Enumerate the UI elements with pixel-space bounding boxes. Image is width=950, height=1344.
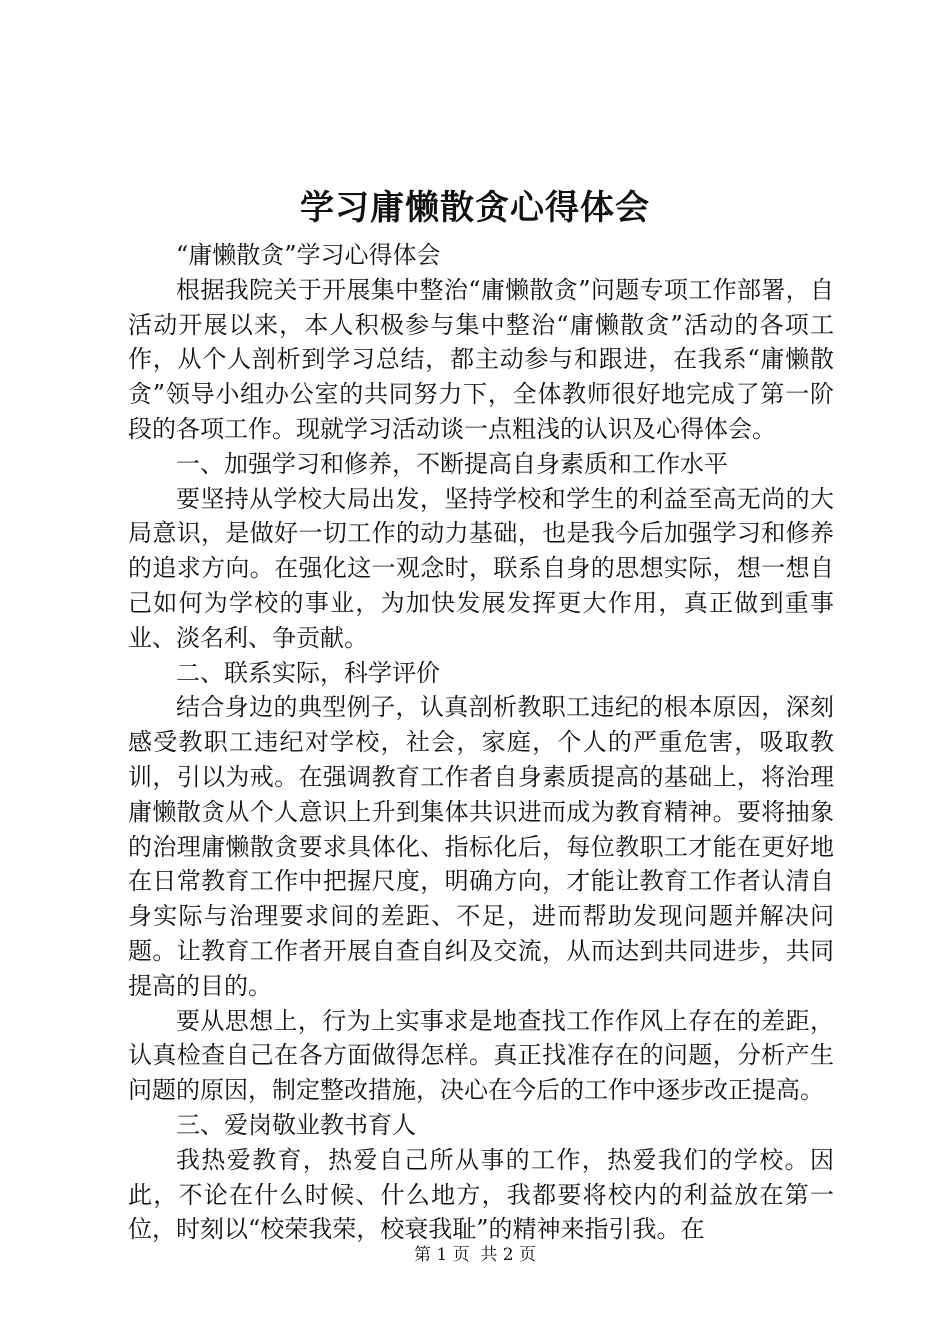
paragraph-subtitle: “庸懒散贪”学习心得体会	[176, 241, 441, 269]
section-heading-1: 一、加强学习和修养，不断提高自身素质和工作水平	[176, 449, 728, 478]
document-body	[128, 238, 834, 1247]
section-heading-3: 三、爱岗敬业教书育人	[176, 1110, 416, 1139]
page-number: 第 1 页 共 2 页	[413, 1245, 537, 1265]
paragraph-section-2a: 结合身边的典型例子，认真剖析教职工违纪的根本原因，深刻感受教职工违纪对学校，社会，家庭，个人的严重危害，吸取教训，引以为戒。在强调教育工作者自身素质提高的基础上，将治理庸懒散贪从个人意识上升到集体共识进而成为教育精神。要将抽象的治理庸懒散贪要求具体化、指标化后，每位教职工才能在更好地在日常教育工作中把握尺度，明确方向，才能让教育工作者认清自身实际与治理要求间的差距、不足，进而帮助发现问题并解决问题。让教育工作者开展自查自纠及交流，从而达到共同进步，共同提高的目的。	[128, 693, 834, 1000]
page-footer	[0, 1244, 950, 1266]
paragraph-section-1: 要坚持从学校大局出发，坚持学校和学生的利益至高无尚的大局意识，是做好一切工作的动力基础，也是我今后加强学习和修养的追求方向。在强化这一观念时，联系自身的思想实际，想一想自己如何为学校的事业，为加快发展发挥更大作用，真正做到重事业、淡名利、争贡献。	[128, 484, 834, 652]
section-heading-2: 二、联系实际，科学评价	[176, 658, 440, 687]
paragraph-section-3: 我热爱教育，热爱自己所从事的工作，热爱我们的学校。因此，不论在什么时候、什么地方，我都要将校内的利益放在第一位，时刻以“校荣我荣，校衰我耻”的精神来指引我。在	[128, 1145, 834, 1244]
paragraph-section-2b: 要从思想上，行为上实事求是地查找工作作风上存在的差距，认真检查自己在各方面做得怎样。真正找准存在的问题，分析产生问题的原因，制定整改措施，决心在今后的工作中逐步改正提高。	[128, 1006, 834, 1105]
paragraph-intro: 根据我院关于开展集中整治“庸懒散贪”问题专项工作部署，自活动开展以来，本人积极参与集中整治“庸懒散贪”活动的各项工作，从个人剖析到学习总结，都主动参与和跟进，在我系“庸懒散贪”领导小组办公室的共同努力下，全体教师很好地完成了第一阶段的各项工作。现就学习活动谈一点粗浅的认识及心得体会。	[128, 275, 834, 443]
document-title: 学习庸懒散贪心得体会	[300, 188, 650, 228]
